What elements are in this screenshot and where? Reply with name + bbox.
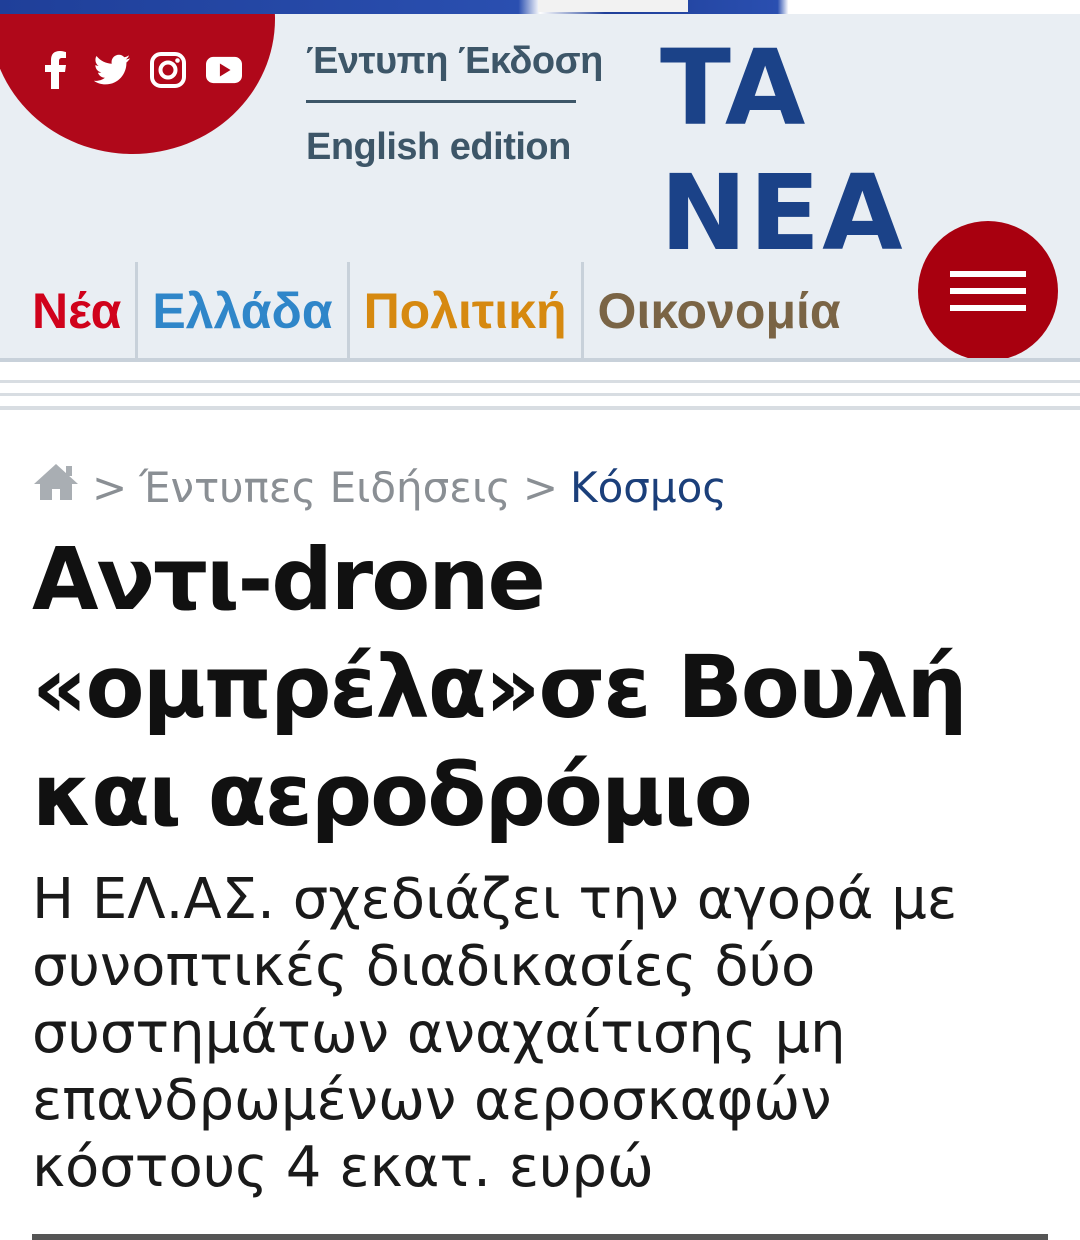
breadcrumb-item-printed-news[interactable]: Έντυπες Ειδήσεις — [139, 462, 511, 512]
nav-bottom-border — [0, 358, 1080, 362]
social-links — [38, 52, 242, 88]
breadcrumb-separator: > — [92, 462, 128, 512]
twitter-icon[interactable] — [94, 52, 130, 88]
youtube-icon[interactable] — [206, 52, 242, 88]
ad-fragment — [538, 0, 688, 12]
site-logo[interactable]: TA NEA — [660, 27, 905, 274]
article-lead — [32, 866, 1042, 1201]
breadcrumb-separator: > — [522, 462, 559, 512]
lead-line: συνοπτικές διαδικασίες δύο — [32, 934, 816, 999]
nav-item-ellada[interactable]: Ελλάδα — [138, 262, 349, 360]
english-edition-link[interactable]: English edition — [306, 126, 571, 168]
breadcrumb — [32, 462, 727, 512]
lead-line: επανδρωμένων αεροσκαφών — [32, 1068, 832, 1133]
main-nav — [0, 262, 855, 360]
article-headline — [32, 526, 1042, 850]
edition-divider — [306, 100, 576, 103]
headline-line: Αντι-drone — [32, 530, 544, 630]
nav-item-nea[interactable]: Νέα — [0, 262, 138, 360]
nav-item-politiki[interactable]: Πολιτική — [350, 262, 584, 360]
top-ad-strip — [0, 0, 1080, 14]
article-divider — [32, 1234, 1048, 1240]
section-divider — [0, 393, 1080, 396]
site-header — [0, 14, 1080, 360]
menu-button[interactable] — [918, 221, 1058, 361]
print-edition-link[interactable]: Έντυπη Έκδοση — [306, 40, 603, 82]
lead-line: συστημάτων αναχαίτισης μη — [32, 1001, 846, 1066]
section-divider — [0, 380, 1080, 383]
hamburger-icon — [950, 271, 1026, 277]
headline-line: «ομπρέλα»σε Βουλή — [32, 638, 966, 738]
lead-line: Η ΕΛ.ΑΣ. σχεδιάζει την αγορά με — [32, 867, 958, 932]
breadcrumb-item-world[interactable]: Κόσμος — [570, 462, 727, 512]
lead-line: κόστους 4 εκατ. ευρώ — [32, 1135, 654, 1200]
facebook-icon[interactable] — [38, 52, 74, 88]
home-icon[interactable] — [32, 462, 80, 512]
nav-item-oikonomia[interactable]: Οικονομία — [597, 283, 841, 339]
instagram-icon[interactable] — [150, 52, 186, 88]
section-divider — [0, 406, 1080, 410]
headline-line: και αεροδρόμιο — [32, 746, 751, 846]
